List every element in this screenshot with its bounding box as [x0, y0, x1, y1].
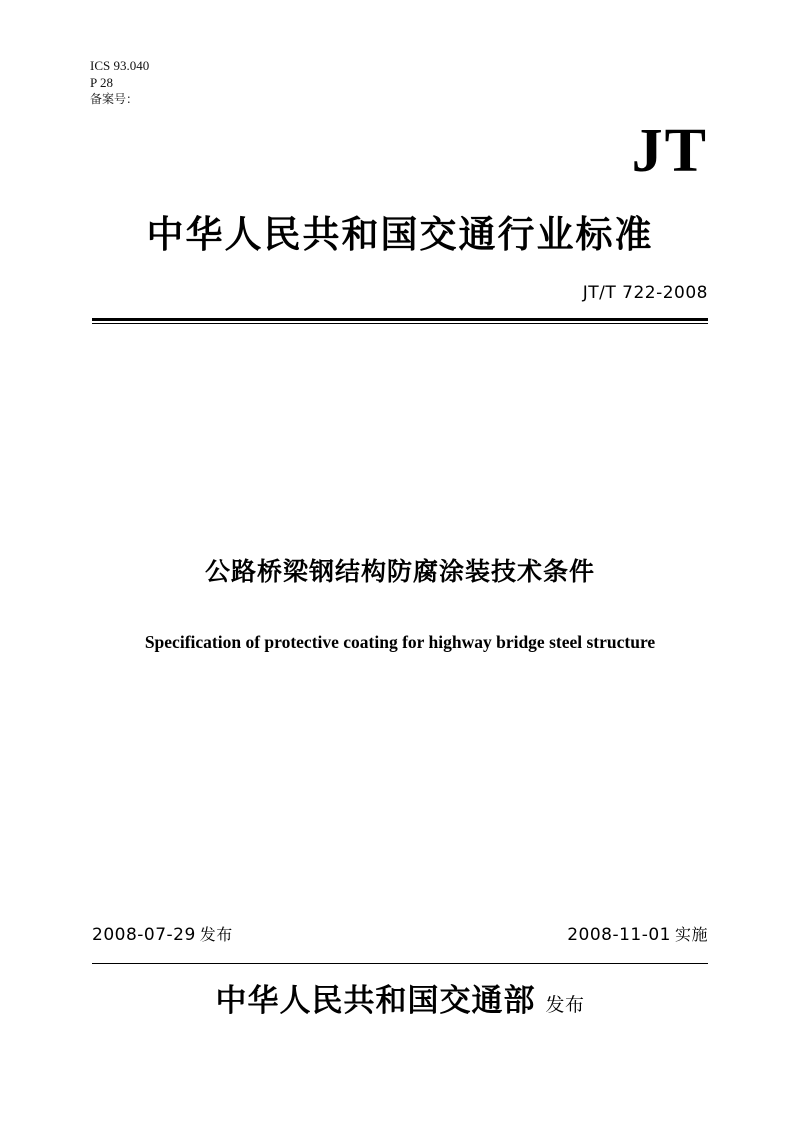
issue-date-value: 2008-07-29 [92, 925, 196, 945]
issuer-name: 中华人民共和国交通部 [215, 983, 536, 1019]
issuer-action: 发布 [545, 994, 585, 1016]
effective-date [567, 922, 708, 945]
issue-date [92, 922, 233, 945]
dates-row [92, 922, 708, 945]
issuer-block [0, 975, 800, 1020]
document-title-english: Specification of protective coating for highway bridge steel structure [144, 632, 656, 652]
record-number: 备案号： [90, 92, 139, 106]
effective-date-value: 2008-11-01 [567, 925, 671, 945]
document-title-chinese: 公路桥梁钢结构防腐涂装技术条件 [204, 557, 595, 586]
standard-number: JT/T 722-2008 [582, 283, 708, 303]
header-rule-thick [92, 318, 708, 321]
footer-rule [92, 963, 708, 964]
standard-organization-title: 中华人民共和国交通行业标准 [146, 213, 654, 256]
classification-block [90, 57, 149, 108]
header-rule-thin [92, 323, 708, 324]
jt-logo: JT [631, 117, 708, 185]
effective-date-label: 实施 [674, 925, 708, 944]
classification-code: P 28 [90, 75, 113, 90]
ics-code: ICS 93.040 [90, 58, 150, 73]
issue-date-label: 发布 [199, 925, 233, 944]
